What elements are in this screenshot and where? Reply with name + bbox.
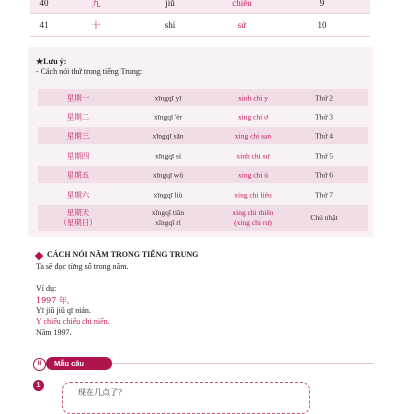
day-row-sunday xyxy=(38,205,368,231)
row-divider xyxy=(30,13,370,14)
sentence-number-badge: 1 xyxy=(33,380,44,391)
row-pinyin: jiǔ xyxy=(165,0,175,8)
day-name: Thứ 7 xyxy=(314,190,334,199)
day-pinyin: xīngqī sān xyxy=(152,131,184,140)
row-number: 41 xyxy=(39,20,49,30)
note-subtitle: - Cách nói thứ trong tiếng Trung: xyxy=(36,67,143,76)
day-viet: xinh chi y xyxy=(238,93,268,102)
section-heading-pill: Mẫu câu xyxy=(46,357,112,370)
day-viet: xing chi thiên (xing chi rư) xyxy=(232,208,274,227)
section-divider xyxy=(112,363,374,364)
row-number: 40 xyxy=(39,0,49,8)
section-title: CÁCH NÓI NĂM TRONG TIẾNG TRUNG xyxy=(47,250,199,259)
day-name: Thứ 5 xyxy=(314,151,334,160)
day-viet: xing chi san xyxy=(234,131,272,140)
day-row-saturday xyxy=(38,186,368,203)
example-label: Ví dụ: xyxy=(36,284,57,293)
row-hanzi: 十 xyxy=(91,21,101,32)
day-name: Chủ nhật xyxy=(310,213,338,222)
day-row-thursday xyxy=(38,147,368,164)
row-divider xyxy=(30,36,370,37)
day-hanzi: 星期五 xyxy=(66,170,90,179)
day-viet: xing chi ơ xyxy=(237,112,269,121)
day-pinyin: xīngqī 'èr xyxy=(153,112,183,121)
day-viet: xing chi ủ xyxy=(238,170,268,179)
day-hanzi: 星期天 （星期日） xyxy=(59,208,97,227)
day-pinyin: xīngqī yī xyxy=(154,93,182,102)
day-hanzi: 星期四 xyxy=(66,151,90,160)
example-viet: Y chiểu chiểu chi niến. xyxy=(36,317,110,326)
day-name: Thứ 4 xyxy=(314,131,334,140)
day-name: Thứ 3 xyxy=(314,112,334,121)
row-viet: chiểu xyxy=(232,0,252,8)
day-pinyin: xīngqī sì xyxy=(154,151,182,160)
day-pinyin: xīngqī liù xyxy=(153,190,183,199)
day-name: Thứ 2 xyxy=(314,93,334,102)
day-row-friday xyxy=(38,166,368,183)
sentence-text: 现在几点了？ xyxy=(78,388,126,397)
example-pinyin: Yī jiǔ jiǔ qī nián. xyxy=(36,306,91,315)
day-pinyin: xīngqī tiān xīngqī rì xyxy=(151,208,185,227)
day-hanzi: 星期二 xyxy=(66,112,90,121)
diamond-bullet-icon xyxy=(35,252,43,260)
day-row-monday xyxy=(38,89,368,106)
day-hanzi: 星期六 xyxy=(66,190,90,199)
example-meaning: Năm 1997. xyxy=(36,328,72,337)
day-pinyin: xīngqī wǔ xyxy=(152,170,184,179)
row-pinyin: shí xyxy=(164,20,176,30)
section-intro: Ta sẽ đọc từng số trong năm. xyxy=(36,262,129,271)
day-viet: xinh chi sư xyxy=(236,151,270,160)
day-row-tuesday xyxy=(38,108,368,125)
row-viet: sử xyxy=(237,20,247,30)
day-viet: xing chi liêu xyxy=(234,190,272,199)
note-title: ★Lưu ý: xyxy=(36,57,67,66)
day-name: Thứ 6 xyxy=(314,170,334,179)
day-hanzi: 星期一 xyxy=(66,93,90,102)
example-hanzi: 1997 年, xyxy=(36,296,70,305)
day-hanzi: 星期三 xyxy=(66,131,90,140)
row-value: 9 xyxy=(319,0,325,8)
table-row-41 xyxy=(30,15,370,35)
table-row-40 xyxy=(30,0,370,13)
day-row-wednesday xyxy=(38,127,368,144)
row-hanzi: 九 xyxy=(91,0,101,10)
section-number-badge: II xyxy=(33,358,46,371)
row-value: 10 xyxy=(317,20,327,30)
